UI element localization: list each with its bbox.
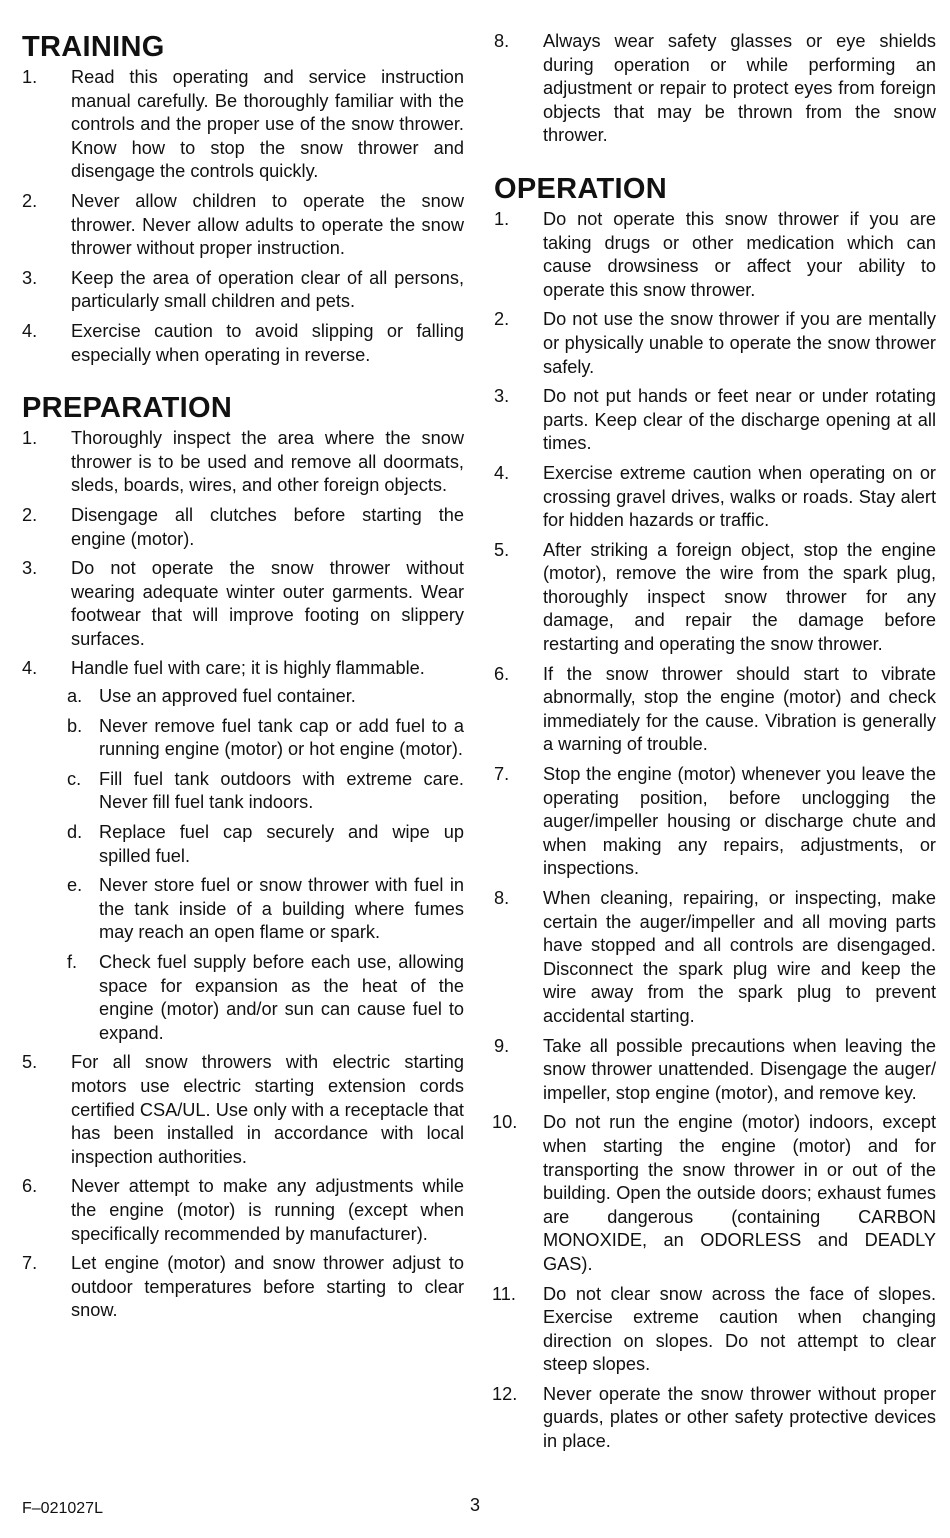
list-item bbox=[22, 1252, 464, 1323]
subitem-text: Never store fuel or snow thrower with fuel in the tank inside of a building where fumes may reach an open flame or spark. bbox=[99, 875, 464, 943]
list-item bbox=[494, 308, 936, 379]
list-item bbox=[494, 1111, 936, 1276]
item-number: 2. bbox=[494, 309, 510, 330]
item-number: 3. bbox=[22, 558, 38, 579]
operation-heading: OPERATION bbox=[494, 172, 667, 205]
list-item bbox=[494, 462, 936, 533]
item-number: 3. bbox=[22, 267, 38, 288]
item-text: Exercise extreme caution when operating on or crossing gravel drives, walks or roads. Stay alert for hidden hazards or traffic. bbox=[543, 462, 936, 531]
subitem-text: Check fuel supply before each use, allowing space for expansion as the heat of the engine (motor) and/or sun can cause fuel to expand. bbox=[99, 952, 464, 1043]
item-text: Exercise caution to avoid slipping or falling especially when operating in reverse. bbox=[71, 320, 464, 365]
item-text: Let engine (motor) and snow thrower adjust to outdoor temperatures before starting to clear snow. bbox=[71, 1253, 464, 1321]
item-number: 1. bbox=[494, 208, 510, 229]
list-item bbox=[22, 66, 464, 184]
item-number: 5. bbox=[494, 539, 510, 560]
item-number: 7. bbox=[22, 1253, 38, 1274]
list-item bbox=[494, 1283, 936, 1377]
left-column bbox=[22, 30, 464, 1347]
list-item bbox=[494, 208, 936, 302]
item-text: Do not run the engine (motor) indoors, except when starting the engine (motor) and for transporting the snow thrower in or out of the building. Open the outside doors; exhaust fumes are dangerous (containing CARBON MONOXIDE, an ODORLESS and DEADLY GAS). bbox=[543, 1112, 936, 1274]
item-text: Keep the area of operation clear of all persons, particularly small children and pets. bbox=[71, 267, 464, 312]
preparation-list bbox=[22, 427, 464, 1323]
item-number: 12. bbox=[492, 1383, 518, 1404]
preparation-section bbox=[22, 391, 464, 1323]
list-item bbox=[494, 1383, 936, 1454]
list-item bbox=[494, 539, 936, 657]
list-item bbox=[22, 657, 464, 1045]
item-text: Do not operate this snow thrower if you are taking drugs or other medication which can cause drowsiness or affect your ability to operate this snow thrower. bbox=[543, 208, 936, 300]
item-text: When cleaning, repairing, or inspecting, make certain the auger/impeller and all moving parts have stopped and all controls are disengaged. Disconnect the spark plug wire and keep the wire away from the spark plug to prevent accidental starting. bbox=[543, 888, 936, 1026]
operation-section bbox=[494, 172, 936, 1454]
item-number: 9. bbox=[494, 1035, 510, 1056]
operation-list bbox=[494, 208, 936, 1454]
item-text: Handle fuel with care; it is highly flammable. bbox=[71, 658, 425, 679]
page-number: 3 bbox=[470, 1495, 481, 1515]
item-number: 4. bbox=[22, 658, 38, 679]
sub-list-item bbox=[51, 768, 464, 815]
item-text: For all snow throwers with electric starting motors use electric starting extension cords certified CSA/UL. Use only with a receptacle that has been installed in accordance with local inspection authorities. bbox=[71, 1052, 464, 1167]
preparation-heading: PREPARATION bbox=[22, 392, 233, 425]
list-item bbox=[22, 1051, 464, 1169]
item-text: Never operate the snow thrower without proper guards, plates or other safety protective devices in place. bbox=[543, 1383, 936, 1452]
item-number: 6. bbox=[22, 1176, 38, 1197]
list-item bbox=[22, 190, 464, 261]
subitem-letter: f. bbox=[67, 952, 78, 972]
item-number: 8. bbox=[494, 31, 510, 51]
preparation-continued bbox=[494, 30, 936, 148]
right-column bbox=[494, 30, 936, 1478]
subitem-letter: e. bbox=[67, 875, 83, 896]
item-number: 3. bbox=[494, 386, 510, 407]
item-text: Stop the engine (motor) whenever you leave the operating position, before unclogging the auger/impeller housing or discharge chute and when making any repairs, adjustments, or inspections. bbox=[543, 764, 936, 879]
item-number: 10. bbox=[492, 1112, 518, 1133]
subitem-letter: c. bbox=[67, 768, 82, 789]
item-text: Thoroughly inspect the area where the snow thrower is to be used and remove all doormats, sleds, boards, wires, and other foreign objects. bbox=[71, 428, 464, 496]
subitem-letter: b. bbox=[67, 715, 83, 736]
item-text: Do not operate the snow thrower without wearing adequate winter outer garments. Wear footwear that will improve footing on slippery surfaces. bbox=[71, 558, 464, 649]
item-text: After striking a foreign object, stop the engine (motor), remove the wire from the spark plug, thoroughly inspect snow thrower for any damage, and repair the damage before restarting and operating the snow thrower. bbox=[543, 539, 936, 655]
item-number: 11. bbox=[492, 1283, 516, 1304]
item-text: If the snow thrower should start to vibrate abnormally, stop the engine (motor) and check immediately for the cause. Vibration is generally a warning of trouble. bbox=[543, 663, 936, 755]
item-text: Never allow children to operate the snow thrower. Never allow adults to operate the snow thrower without proper instruction. bbox=[71, 190, 464, 259]
item-number: 4. bbox=[494, 462, 510, 483]
item-number: 6. bbox=[494, 663, 510, 684]
list-item bbox=[494, 663, 936, 757]
list-item bbox=[494, 1035, 936, 1106]
item-text: Take all possible precautions when leaving the snow thrower unattended. Disengage the auger/ impeller, stop engine (motor), and remove key. bbox=[543, 1035, 936, 1103]
item-text: Do not put hands or feet near or under rotating parts. Keep clear of the discharge opening at all times. bbox=[543, 386, 936, 454]
training-section bbox=[22, 30, 464, 367]
item-number: 1. bbox=[22, 428, 38, 449]
item-number: 4. bbox=[22, 320, 38, 341]
sub-list-item bbox=[51, 715, 464, 762]
training-list bbox=[22, 66, 464, 367]
item-text: Never attempt to make any adjustments while the engine (motor) is running (except when specifically recommended by manufacturer). bbox=[71, 1176, 464, 1244]
item-number: 7. bbox=[494, 764, 510, 785]
subitem-text: Replace fuel cap securely and wipe up spilled fuel. bbox=[99, 822, 464, 866]
list-item bbox=[22, 1175, 464, 1246]
training-heading: TRAINING bbox=[22, 31, 165, 63]
sub-list-item bbox=[51, 685, 464, 709]
document-code: F–021027L bbox=[22, 1500, 103, 1517]
item-number: 2. bbox=[22, 504, 38, 525]
subitem-text: Use an approved fuel container. bbox=[99, 686, 356, 707]
list-item bbox=[22, 427, 464, 498]
list-item bbox=[494, 887, 936, 1029]
item-number: 2. bbox=[22, 190, 38, 211]
subitem-letter: d. bbox=[67, 822, 83, 843]
item-text: Always wear safety glasses or eye shields during operation or while performing an adjustment or repair to protect eyes from foreign objects that may be thrown from the snow thrower. bbox=[543, 31, 936, 146]
subitem-text: Fill fuel tank outdoors with extreme care. Never fill fuel tank indoors. bbox=[99, 768, 464, 813]
item-text: Do not clear snow across the face of slopes. Exercise extreme caution when changing direction on slopes. Do not attempt to clear steep slopes. bbox=[543, 1283, 936, 1375]
item-number: 5. bbox=[22, 1052, 38, 1073]
list-item bbox=[494, 385, 936, 456]
fuel-sublist bbox=[51, 685, 464, 1045]
item-text: Do not use the snow thrower if you are mentally or physically unable to operate the snow thrower safely. bbox=[543, 309, 936, 377]
sub-list-item bbox=[51, 874, 464, 945]
sub-list-item bbox=[51, 821, 464, 868]
list-item bbox=[494, 30, 936, 148]
subitem-letter: a. bbox=[67, 686, 83, 707]
item-number: 1. bbox=[22, 67, 38, 87]
list-item bbox=[22, 320, 464, 367]
list-item bbox=[494, 763, 936, 881]
item-number: 8. bbox=[494, 888, 510, 908]
sub-list-item bbox=[51, 951, 464, 1045]
item-text: Read this operating and service instruction manual carefully. Be thoroughly familiar with the controls and the proper use of the snow thrower. Know how to stop the snow thrower and disengage the controls quickly. bbox=[71, 67, 464, 182]
subitem-text: Never remove fuel tank cap or add fuel to a running engine (motor) or hot engine (motor). bbox=[99, 715, 464, 760]
list-item bbox=[22, 557, 464, 651]
preparation-continued-list bbox=[494, 30, 936, 148]
list-item bbox=[22, 504, 464, 551]
item-text: Disengage all clutches before starting the engine (motor). bbox=[71, 504, 464, 549]
list-item bbox=[22, 267, 464, 314]
